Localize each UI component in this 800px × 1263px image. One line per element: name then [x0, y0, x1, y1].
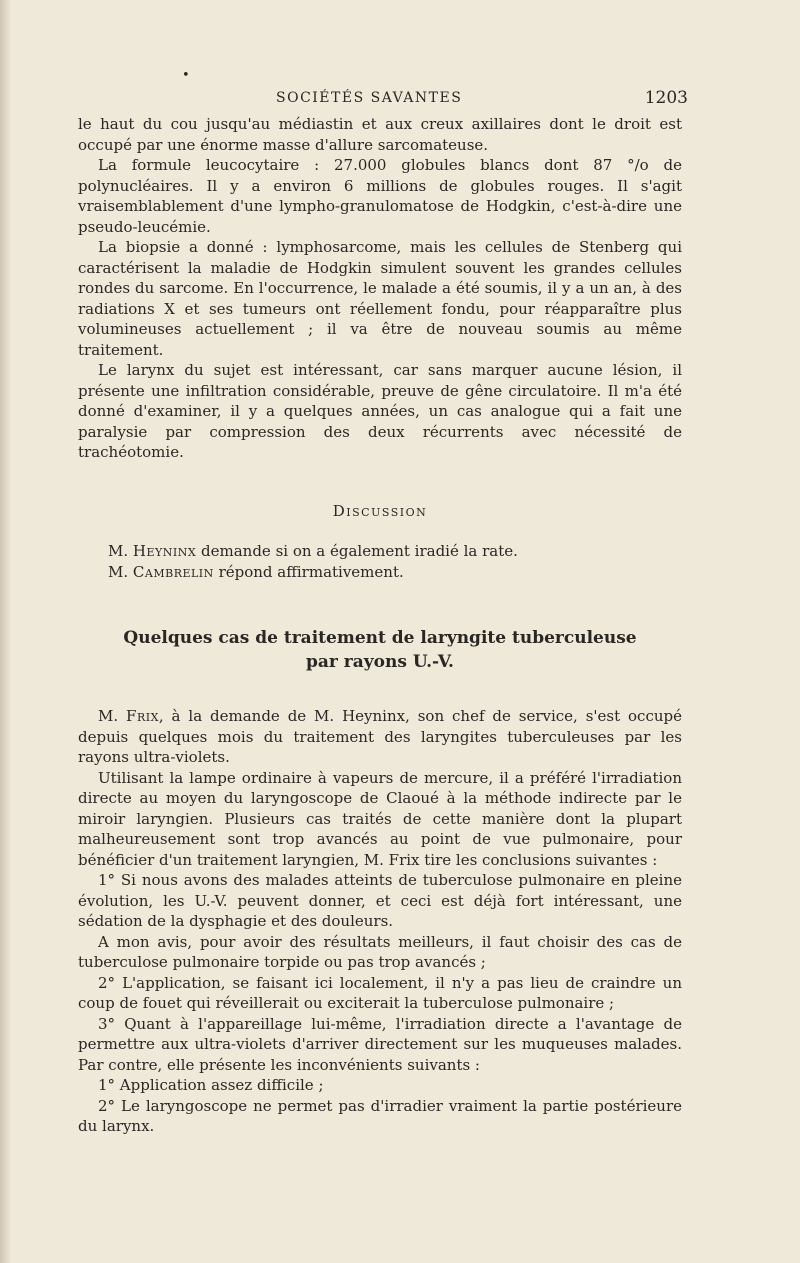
discussion-body — [78, 541, 682, 582]
speaker-name: Frix — [126, 707, 159, 725]
discussion-heading: Discussion — [332, 501, 428, 520]
section-title-line-1: Quelques cas de traitement de laryngite tuberculeuse — [123, 628, 637, 648]
speaker-name: Heyninx — [132, 542, 197, 560]
speaker-name: Cambrelin — [132, 562, 214, 581]
intro-text: , à la demande de M. Heyninx, son chef de service, s'est occupé depuis quelques mois du traitement des laryngites tuberculeuses par les rayons ultra-violets. — [78, 707, 682, 766]
document-page — [78, 68, 688, 1137]
paragraph: 2° L'application, se faisant ici localement, il n'y a pas lieu de craindre un coup de fouet qui réveillerait ou exciterait la tuberculose pulmonaire ; — [78, 973, 682, 1012]
paragraph: La formule leucocytaire : 27.000 globules blancs dont 87 °/o de polynucléaires. Il y a environ 6 millions de globules rouges. Il s'agit vraisemblablement d'une lympho-granulomatose de Hodgkin, c'est-à-dire une pseudo-leucémie. — [78, 156, 682, 236]
discussion-text: répond affirmativement. — [218, 562, 404, 581]
section-title-line-2: par rayons U.-V. — [306, 652, 454, 672]
running-head: SOCIÉTÉS SAVANTES — [276, 90, 463, 106]
ink-mark: • — [182, 68, 190, 83]
paragraph-continued: le haut du cou jusqu'au médiastin et aux creux axillaires dont le droit est occupé par une énorme masse d'allure sarcomateuse. — [78, 115, 682, 154]
discussion-line — [88, 562, 682, 583]
discussion-line — [88, 541, 682, 562]
page-header — [78, 68, 688, 114]
discussion-text: demande si on a également iradié la rate. — [201, 542, 518, 560]
paragraph: A mon avis, pour avoir des résultats meilleurs, il faut choisir des cas de tuberculose pulmonaire torpide ou pas trop avancés ; — [78, 932, 682, 971]
paragraph: 2° Le laryngoscope ne permet pas d'irradier vraiment la partie postérieure du larynx. — [78, 1096, 682, 1135]
paragraph: 1° Si nous avons des malades atteints de tuberculose pulmonaire en pleine évolution, les U.-V. peuvent donner, et ceci est déjà fort intéressant, une sédation de la dysphagie et des douleurs. — [78, 871, 682, 930]
paragraph: Le larynx du sujet est intéressant, car sans marquer aucune lésion, il présente une infiltration considérable, preuve de gêne circulatoire. Il m'a été donné d'examiner, il y a quelques années, un cas analogue qui a fait une paralysie par compression des deux récurrents avec nécessité de trachéotomie. — [78, 361, 682, 461]
paragraph: Utilisant la lampe ordinaire à vapeurs de mercure, il a préféré l'irradiation directe au moyen du laryngoscope de Claoué à la méthode indirecte par le miroir laryngien. Plusieurs cas traités de cette manière dont la plupart malheureusement sont trop avancés au point de vue pulmonaire, pour bénéficier d'un traitement laryngien, M. Frix tire les conclusions suivantes : — [78, 768, 682, 869]
section-title — [78, 626, 682, 674]
page-number: 1203 — [644, 88, 688, 108]
section-intro — [78, 706, 682, 768]
paragraph: La biopsie a donné : lymphosarcome, mais les cellules de Stenberg qui caractérisent la maladie de Hodgkin simulent souvent les grandes cellules rondes du sarcome. En l'occurrence, le malade a été soumis, il y a un an, à des radiations X et ses tumeurs ont réellement fondu, pour réapparaître plus volumineuses actuellement ; il va être de nouveau soumis au même traitement. — [78, 238, 682, 359]
paragraph: 3° Quant à l'appareillage lui-même, l'irradiation directe a l'avantage de permettre aux ultra-violets d'arriver directement sur les muqueuses malades. Par contre, elle présente les inconvénients suivants : — [78, 1014, 682, 1074]
speaker-prefix: M. — [98, 707, 119, 725]
page-gutter-shadow — [0, 0, 12, 1263]
speaker-prefix: M. — [108, 562, 129, 581]
paragraph: 1° Application assez difficile ; — [98, 1076, 324, 1094]
speaker-prefix: M. — [108, 542, 129, 560]
